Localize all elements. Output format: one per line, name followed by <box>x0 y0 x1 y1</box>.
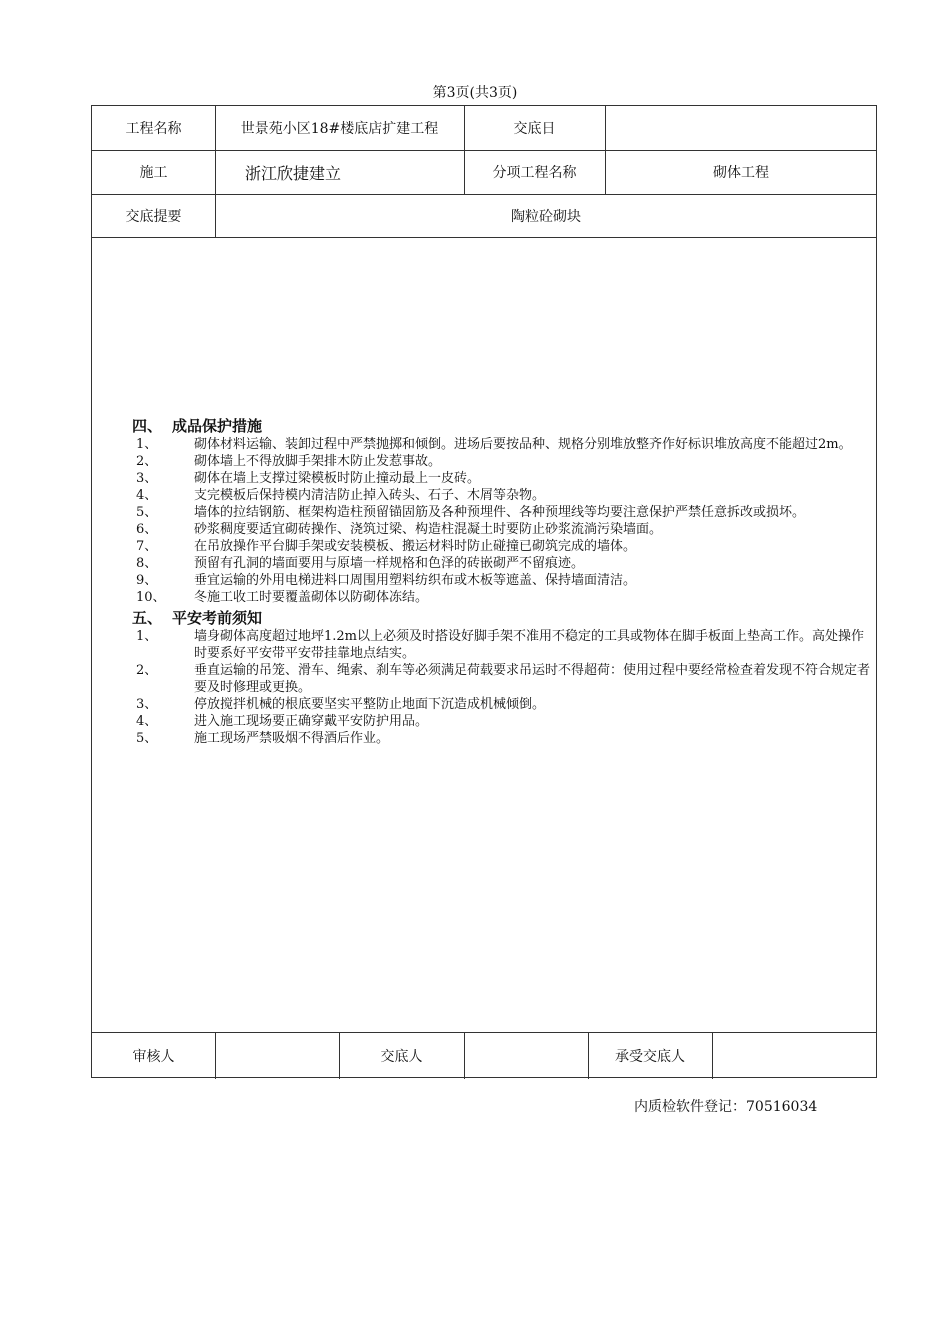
section-number: 四、 <box>132 417 163 435</box>
list-item-text: 垂宜运输的外用电梯进料口周围用塑料纺织布或木板等遮盖、保持墙面清洁。 <box>194 573 637 588</box>
list-item-text: 进入施工现场要正确穿戴平安防护用品。 <box>194 714 429 729</box>
section-title: 平安考前须知 <box>172 609 263 627</box>
list-item-number: 9、 <box>136 573 158 588</box>
list-item <box>132 487 872 504</box>
list-item-number: 8、 <box>136 556 158 571</box>
list-item-text: 在吊放操作平台脚手架或安装模板、搬运材料时防止碰撞已砌筑完成的墙体。 <box>194 539 637 554</box>
list-item <box>132 696 872 713</box>
page-number: 第3页(共3页) <box>432 85 518 101</box>
list-item-text: 墙体的拉结钢筋、框架构造柱预留锚固筋及各种预埋件、各种预埋线等均要注意保护严禁任意拆改或损坏。 <box>194 505 806 520</box>
discloser-value[interactable] <box>464 1032 588 1079</box>
builder-value: 浙江欣捷建立 <box>245 163 342 183</box>
list-item-number: 5、 <box>136 505 158 520</box>
project-name-label: 工程名称 <box>125 121 182 137</box>
summary-value: 陶粒砼砌块 <box>511 208 581 225</box>
software-registration: 内质检软件登记：70516034 <box>634 1099 818 1115</box>
section4-list <box>132 436 872 606</box>
list-item <box>132 436 872 453</box>
disclosure-form <box>91 105 877 1078</box>
discloser-label: 交底人 <box>380 1048 423 1065</box>
subitem-label: 分项工程名称 <box>492 165 577 181</box>
list-item-number: 1、 <box>136 437 158 452</box>
list-item-text: 垂直运输的吊笼、滑车、绳索、刹车等必须满足荷载要求吊运时不得超荷：使用过程中要经常检查着发现不符合规定者要及时修理或更换。 <box>194 663 871 695</box>
list-item <box>132 453 872 470</box>
list-item-text: 支完模板后保持模内清洁防止掉入砖头、石子、木屑等杂物。 <box>194 488 546 503</box>
section-number: 五、 <box>132 609 163 627</box>
list-item <box>132 662 872 696</box>
list-item <box>132 470 872 487</box>
section-heading <box>132 416 872 436</box>
reviewer-value[interactable] <box>215 1032 339 1079</box>
list-item-number: 6、 <box>136 522 158 537</box>
list-item-text: 冬施工收工时要覆盖砌体以防砌体冻结。 <box>194 590 429 605</box>
receiver-label: 承受交底人 <box>615 1048 685 1065</box>
list-item-text: 施工现场严禁吸烟不得酒后作业。 <box>194 731 390 746</box>
reviewer-label: 审核人 <box>132 1048 175 1065</box>
list-item-text: 墙身砌体高度超过地坪1.2m以上必须及时搭设好脚手架不准用不稳定的工具或物体在脚手板面上垫高工作。高处操作时要系好平安带平安带挂靠地点结实。 <box>194 629 865 661</box>
list-item-number: 7、 <box>136 539 158 554</box>
list-item <box>132 538 872 555</box>
date-value <box>605 106 877 150</box>
list-item <box>132 713 872 730</box>
list-item-text: 砌体材料运输、装卸过程中严禁抛掷和倾倒。进场后要按品种、规格分别堆放整齐作好标识堆放高度不能超过2m。 <box>194 437 852 452</box>
row-divider <box>92 237 876 238</box>
builder-label: 施工 <box>139 165 168 181</box>
section-heading <box>132 608 872 628</box>
list-item-text: 砌体在墙上支撑过梁模板时防止撞动最上一皮砖。 <box>194 471 481 486</box>
list-item <box>132 730 872 747</box>
list-item-number: 2、 <box>136 663 158 678</box>
project-name-value: 世景苑小区18#楼底店扩建工程 <box>240 121 439 137</box>
disclosure-content <box>132 416 872 747</box>
summary-label: 交底提要 <box>125 208 182 225</box>
list-item <box>132 572 872 589</box>
list-item <box>132 589 872 606</box>
list-item-text: 预留有孔洞的墙面要用与原墙一样规格和色泽的砖嵌砌严不留痕迹。 <box>194 556 585 571</box>
list-item-number: 10、 <box>136 590 166 605</box>
list-item-text: 停放搅拌机械的根底要坚实平整防止地面下沉造成机械倾倒。 <box>194 697 546 712</box>
list-item-number: 4、 <box>136 714 158 729</box>
section5-list <box>132 628 872 747</box>
list-item-text: 砂浆稠度要适宜砌砖操作、浇筑过梁、构造柱混凝土时要防止砂浆流淌污染墙面。 <box>194 522 663 537</box>
list-item <box>132 628 872 662</box>
list-item <box>132 521 872 538</box>
list-item <box>132 555 872 572</box>
list-item-number: 2、 <box>136 454 158 469</box>
list-item-number: 3、 <box>136 697 158 712</box>
receiver-value[interactable] <box>712 1032 877 1079</box>
list-item-number: 1、 <box>136 629 158 644</box>
list-item <box>132 504 872 521</box>
list-item-number: 4、 <box>136 488 158 503</box>
list-item-text: 砌体墙上不得放脚手架排木防止发惹事故。 <box>194 454 442 469</box>
subitem-value: 砌体工程 <box>713 165 769 181</box>
list-item-number: 5、 <box>136 731 158 746</box>
list-item-number: 3、 <box>136 471 158 486</box>
date-label: 交底日 <box>513 121 556 137</box>
section-title: 成品保护措施 <box>172 417 263 435</box>
